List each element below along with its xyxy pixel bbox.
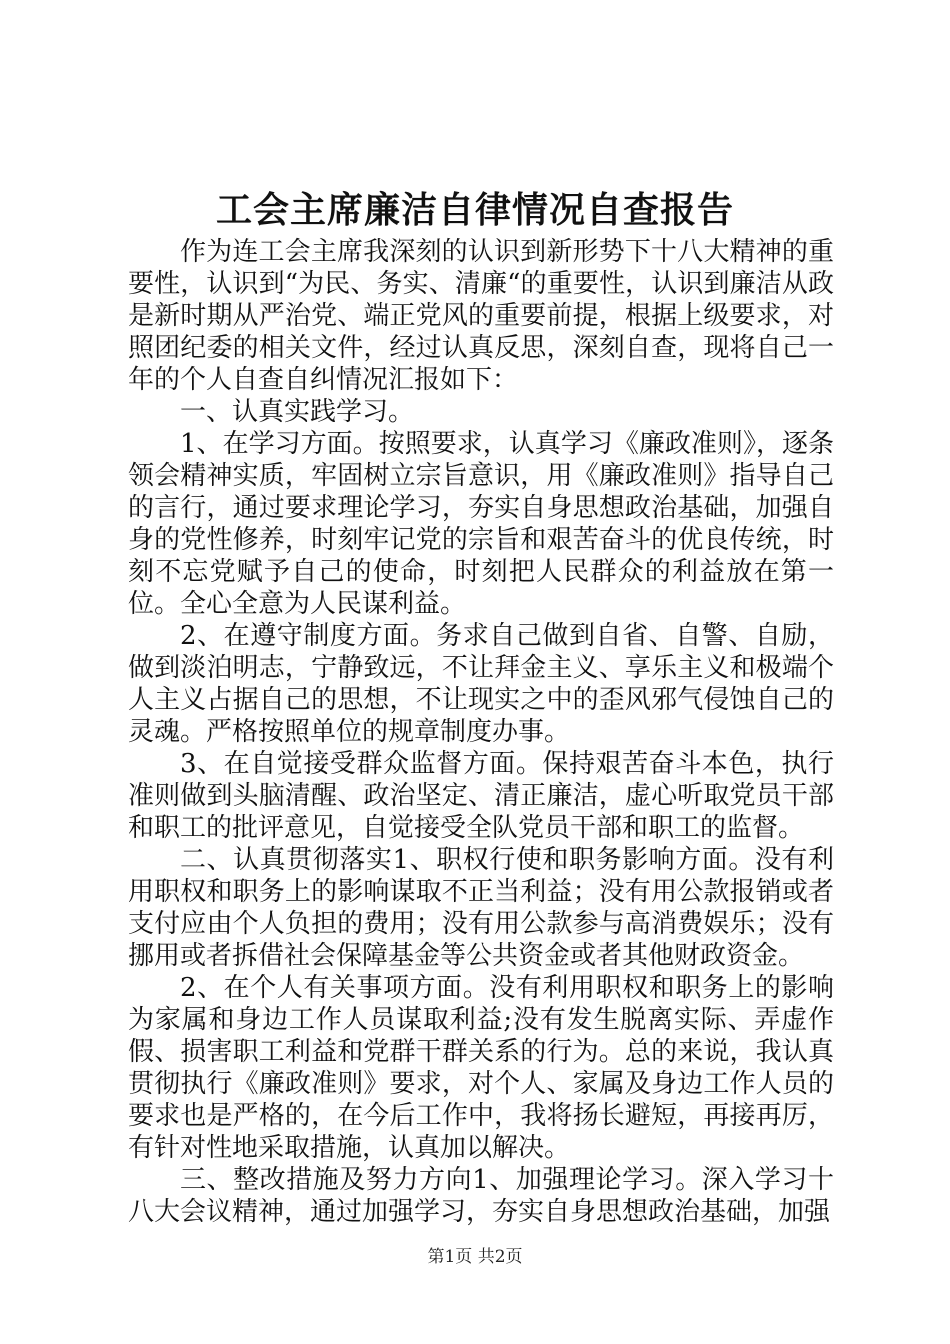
paragraph-intro: 作为连工会主席我深刻的认识到新形势下十八大精神的重要性，认识到“为民、务实、清廉“的重要性，认识到廉洁从政是新时期从严治党、端正党风的重要前提，根据上级要求，对照团纪委的相关文件，经过认真反思，深刻自查，现将自己一年的个人自查自纠情况汇报如下： <box>128 237 834 395</box>
paragraph-personal-matters: 2、在个人有关事项方面。没有利用职权和职务上的影响为家属和身边工作人员谋取利益;没有发生脱离实际、弄虚作假、损害职工利益和党群干群关系的行为。总的来说，我认真贯彻执行《廉政准则》要求，对个人、家属及身边工作人员的要求也是严格的，在今后工作中，我将扬长避短，再接再厉，有针对性地采取措施，认真加以解决。 <box>128 973 834 1163</box>
page-number: 第1页 共2页 <box>427 1247 523 1267</box>
paragraph-section-2: 二、认真贯彻落实1、职权行使和职务影响方面。没有利用职权和职务上的影响谋取不正当利益；没有用公款报销或者支付应由个人负担的费用；没有用公款参与高消费娱乐；没有挪用或者拆借社会保障基金等公共资金或者其他财政资金。 <box>128 845 834 971</box>
document-title: 工会主席廉洁自律情况自查报告 <box>215 189 734 231</box>
document-body <box>128 236 834 1228</box>
paragraph-section-3: 三、整改措施及努力方向1、加强理论学习。深入学习十八大会议精神，通过加强学习，夯实自身思想政治基础，加强 <box>128 1165 834 1227</box>
heading-section-1: 一、认真实践学习。 <box>180 397 415 427</box>
paragraph-rules: 2、在遵守制度方面。务求自己做到自省、自警、自励，做到淡泊明志，宁静致远，不让拜金主义、享乐主义和极端个人主义占据自己的思想，不让现实之中的歪风邪气侵蚀自己的灵魂。严格按照单位的规章制度办事。 <box>128 621 834 747</box>
paragraph-supervision: 3、在自觉接受群众监督方面。保持艰苦奋斗本色，执行准则做到头脑清醒、政治坚定、清正廉洁，虚心听取党员干部和职工的批评意见，自觉接受全队党员干部和职工的监督。 <box>128 749 834 843</box>
paragraph-study: 1、在学习方面。按照要求，认真学习《廉政准则》，逐条领会精神实质，牢固树立宗旨意识，用《廉政准则》指导自己的言行，通过要求理论学习，夯实自身思想政治基础，加强自身的党性修养，时刻牢记党的宗旨和艰苦奋斗的优良传统，时刻不忘党赋予自己的使命，时刻把人民群众的利益放在第一位。全心全意为人民谋利益。 <box>128 429 834 619</box>
